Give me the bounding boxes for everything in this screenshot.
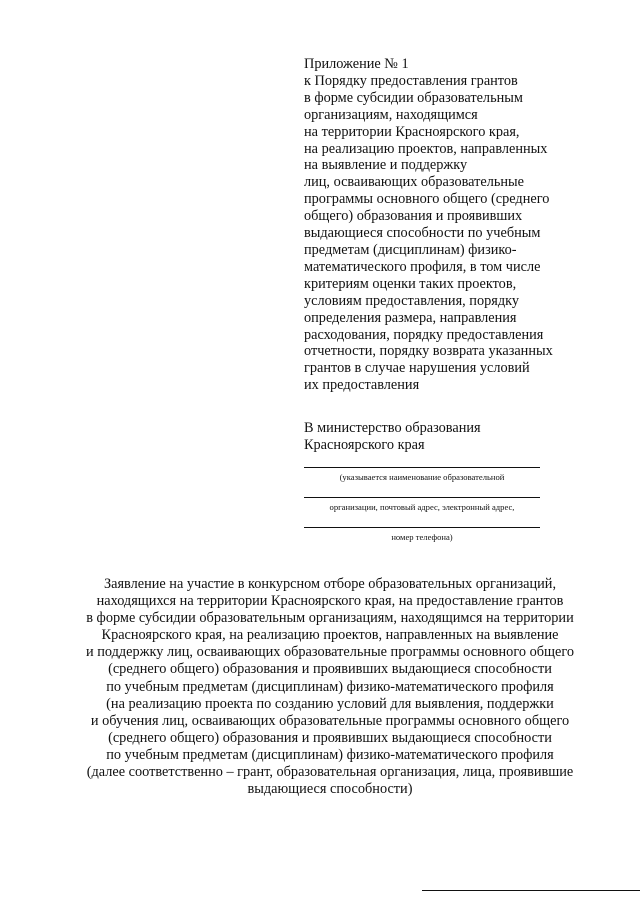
statement-line: (далее соответственно – грант, образовательная организация, лица, проявившие bbox=[86, 764, 574, 781]
appendix-line: предметам (дисциплинам) физико- bbox=[304, 241, 517, 258]
appendix-line: математического профиля, в том числе bbox=[304, 258, 541, 275]
statement-line: (среднего общего) образования и проявивших выдающиеся способности bbox=[108, 661, 552, 678]
appendix-line: отчетности, порядку возврата указанных bbox=[304, 343, 553, 360]
appendix-line: на территории Красноярского края, bbox=[304, 123, 520, 140]
fill-hint: организации, почтовый адрес, электронный адрес, bbox=[329, 502, 515, 512]
fill-line bbox=[304, 527, 540, 528]
appendix-line: лиц, осваивающих образовательные bbox=[304, 174, 524, 191]
addressee-line: В министерство образования bbox=[304, 420, 481, 436]
statement-line: и поддержку лиц, осваивающих образовательные программы основного общего bbox=[86, 644, 574, 661]
appendix-line: на реализацию проектов, направленных bbox=[304, 140, 548, 157]
fill-line bbox=[304, 497, 540, 498]
statement-line: по учебным предметам (дисциплинам) физико-математического профиля bbox=[106, 746, 554, 763]
appendix-line: к Порядку предоставления грантов bbox=[304, 72, 518, 89]
statement-line: Красноярского края, на реализацию проектов, направленных на выявление bbox=[101, 627, 559, 644]
appendix-line: Приложение № 1 bbox=[304, 56, 409, 72]
statement-title bbox=[40, 576, 620, 798]
statement-line: выдающиеся способности) bbox=[247, 781, 413, 798]
statement-line: и обучения лиц, осваивающих образовательные программы основного общего bbox=[90, 712, 570, 729]
appendix-line: их предоставления bbox=[304, 377, 420, 394]
appendix-line: условиям предоставления, порядку bbox=[304, 292, 519, 309]
appendix-header bbox=[304, 56, 624, 394]
fill-hint: номер телефона) bbox=[391, 532, 453, 542]
appendix-line: грантов в случае нарушения условий bbox=[304, 360, 530, 377]
appendix-line: программы основного общего (среднего bbox=[304, 191, 550, 208]
statement-line: в форме субсидии образовательным организациям, находящимся на территории bbox=[86, 610, 574, 627]
statement-line: (на реализацию проекта по созданию условий для выявления, поддержки bbox=[106, 695, 554, 712]
addressee-block bbox=[304, 420, 624, 454]
fill-hint: (указывается наименование образовательной bbox=[339, 472, 505, 482]
appendix-line: расходования, порядку предоставления bbox=[304, 326, 544, 343]
appendix-line: на выявление и поддержку bbox=[304, 157, 468, 174]
appendix-line: выдающиеся способности по учебным bbox=[304, 225, 541, 242]
addressee-line: Красноярского края bbox=[304, 436, 425, 453]
statement-line: Заявление на участие в конкурсном отборе образовательных организаций, bbox=[103, 576, 557, 592]
appendix-line: определения размера, направления bbox=[304, 309, 517, 326]
appendix-line: общего) образования и проявивших bbox=[304, 208, 523, 225]
appendix-line: в форме субсидии образовательным bbox=[304, 89, 523, 106]
appendix-line: критериям оценки таких проектов, bbox=[304, 275, 517, 292]
fill-line bbox=[304, 467, 540, 468]
statement-line: находящихся на территории Красноярского края, на предоставление грантов bbox=[96, 593, 564, 610]
bottom-rule bbox=[422, 890, 640, 891]
appendix-line: организациям, находящимся bbox=[304, 106, 478, 123]
statement-line: по учебным предметам (дисциплинам) физико-математического профиля bbox=[106, 678, 554, 695]
statement-line: (среднего общего) образования и проявивших выдающиеся способности bbox=[108, 729, 552, 746]
